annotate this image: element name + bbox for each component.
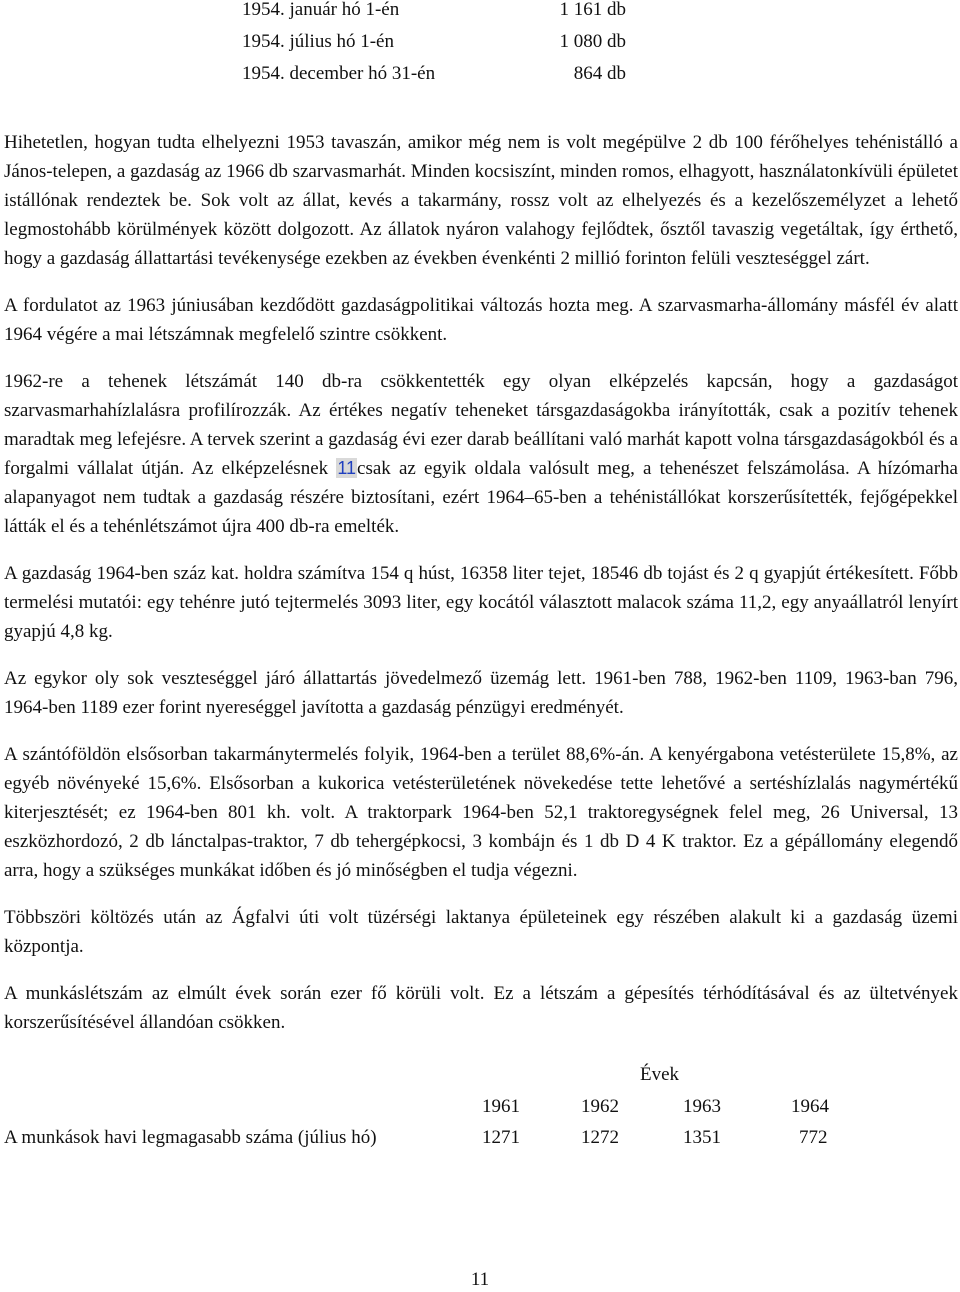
stat-date: 1954. december hó 31-én: [242, 63, 436, 84]
paragraph-policy-change: A fordulatot az 1963 júniusában kezdődött gazdaságpolitikai változás hozta meg. A szarvasmarha-állomány másfél év alatt 1964 végére a mai létszámnak megfelelő szintre csökkent.: [4, 295, 958, 345]
table-header-spacer: [4, 1091, 482, 1122]
table-cell: 772: [799, 1127, 828, 1148]
paragraph-profitability: Az egykor oly sok veszteséggel járó állattartás jövedelmező üzemág lett. 1961-ben 788, 1962-ben 1109, 1963-ban 796, 1964-ben 1189 ezer forint nyereséggel javította a gazdaság pénzügyi eredményét.: [4, 668, 958, 718]
table-row-label: A munkások havi legmagasabb száma (július hó): [4, 1127, 377, 1148]
stat-row: [242, 58, 626, 90]
paragraph-cattle-housing: Hihetetlen, hogyan tudta elhelyezni 1953 tavaszán, amikor még nem is volt megépülve 2 db 100 férőhelyes tehénistálló a János-telepen, a gazdaság az 1966 db szarvasmarhát. Minden kocsiszínt, minden romos, elhagyott, használatonkívüli épületet istállónak rendeztek be. Sok volt az állat, kevés a takarmány, rossz volt az elhelyezés és a kezelőszemélyzet a lehető legmostohább körülmények között dolgozott. Az állatok nyáron valahogy fejlődtek, ősztől tavaszig vegetáltak, így érthető, hogy a gazdaság állattartási tevékenysége ezekben az években évenkénti 2 millió forinton felüli veszteséggel zárt.: [4, 132, 958, 269]
table-cell: 1271: [482, 1127, 520, 1148]
stat-row: [242, 0, 626, 26]
table-year-header: 1963: [683, 1096, 721, 1117]
table-header-row: [4, 1091, 958, 1122]
table-year-header: 1964: [791, 1096, 829, 1117]
paragraph-workforce: A munkáslétszám az elmúlt évek során ezer fő körüli volt. Ez a létszám a gépesítés térhódításával és az ültetvények korszerűsítésével állandóan csökken.: [4, 983, 958, 1033]
workforce-table: [4, 1059, 958, 1153]
document-page: [4, 0, 958, 1153]
stat-value: 1 161 db: [559, 0, 626, 20]
stat-value: 1 080 db: [559, 31, 626, 52]
footnote-reference[interactable]: 11: [337, 458, 357, 478]
table-cell: 1272: [581, 1127, 619, 1148]
paragraph-cow-reduction: [4, 367, 958, 541]
table-cell: 1351: [683, 1127, 721, 1148]
stat-date: 1954. július hó 1-én: [242, 31, 394, 52]
table-row: [4, 1122, 958, 1153]
paragraph-text: csak az egyik oldala valósult meg, a tehenészet felszámolása. A hízómarha alapanyagot nem tudtak a gazdaság részére biztosítani, ezért 1964–65-ben a tehénistállókat korszerűsítették, fejőgépekkel látták el és a tehénlétszámot újra 400 db-ra emelték.: [4, 458, 958, 537]
page-number: 11: [470, 1269, 490, 1290]
paragraph-headquarters: Többszöri költözés után az Ágfalvi úti volt tüzérségi laktanya épületeinek egy részében alakult ki a gazdaság üzemi központja.: [4, 907, 958, 957]
livestock-count-list: [242, 0, 626, 90]
paragraph-text: 1962-re a tehenek létszámát 140 db-ra csökkentették egy olyan elképzelés kapcsán, hogy a gazdaságot szarvasmarhahízlalásra profilírozzák. Az értékes negatív teheneket társgazdaságokba irányították, csak a pozitív tehenek maradtak meg lefejésre. A tervek szerint a gazdaság évi ezer darab beállítani való marhát kapott volna társgazdaságokból és a forgalmi vállalat útján. Az elképzelésnek: [4, 371, 958, 479]
table-group-header: Évek: [640, 1064, 680, 1085]
table-year-header: 1961: [482, 1096, 520, 1117]
stat-value: 864 db: [564, 63, 626, 84]
paragraph-crops-machinery: A szántóföldön elsősorban takarmánytermelés folyik, 1964-ben a terület 88,6%-án. A kenyérgabona vetésterülete 15,8%, az egyéb növényeké 15,6%. Elsősorban a kukorica vetésterületének növekedése tette lehetővé a sertéshízlalás nagymértékű kiterjesztését; ez 1964-ben 801 kh. volt. A traktorpark 1964-ben 52,1 traktoregységnek felel meg, 26 Universal, 13 eszközhordozó, 2 db lánctalpas-traktor, 7 db tehergépkocsi, 3 kombájn és 1 db D 4 K traktor. Ez a gépállomány elegendő arra, hogy a szükséges munkákat időben és jó minőségben el tudja végezni.: [4, 744, 958, 881]
table-year-header: 1962: [581, 1096, 619, 1117]
paragraph-production-1964: A gazdaság 1964-ben száz kat. holdra számítva 154 q húst, 16358 liter tejet, 18546 db tojást és 2 q gyapjút értékesített. Főbb termelési mutatói: egy tehénre jutó tejtermelés 3093 liter, egy kocától választott malacok száma 11,2, egy anyaállatról lenyírt gyapjú 4,8 kg.: [4, 563, 958, 642]
stat-date: 1954. január hó 1-én: [242, 0, 400, 20]
stat-row: [242, 26, 626, 58]
